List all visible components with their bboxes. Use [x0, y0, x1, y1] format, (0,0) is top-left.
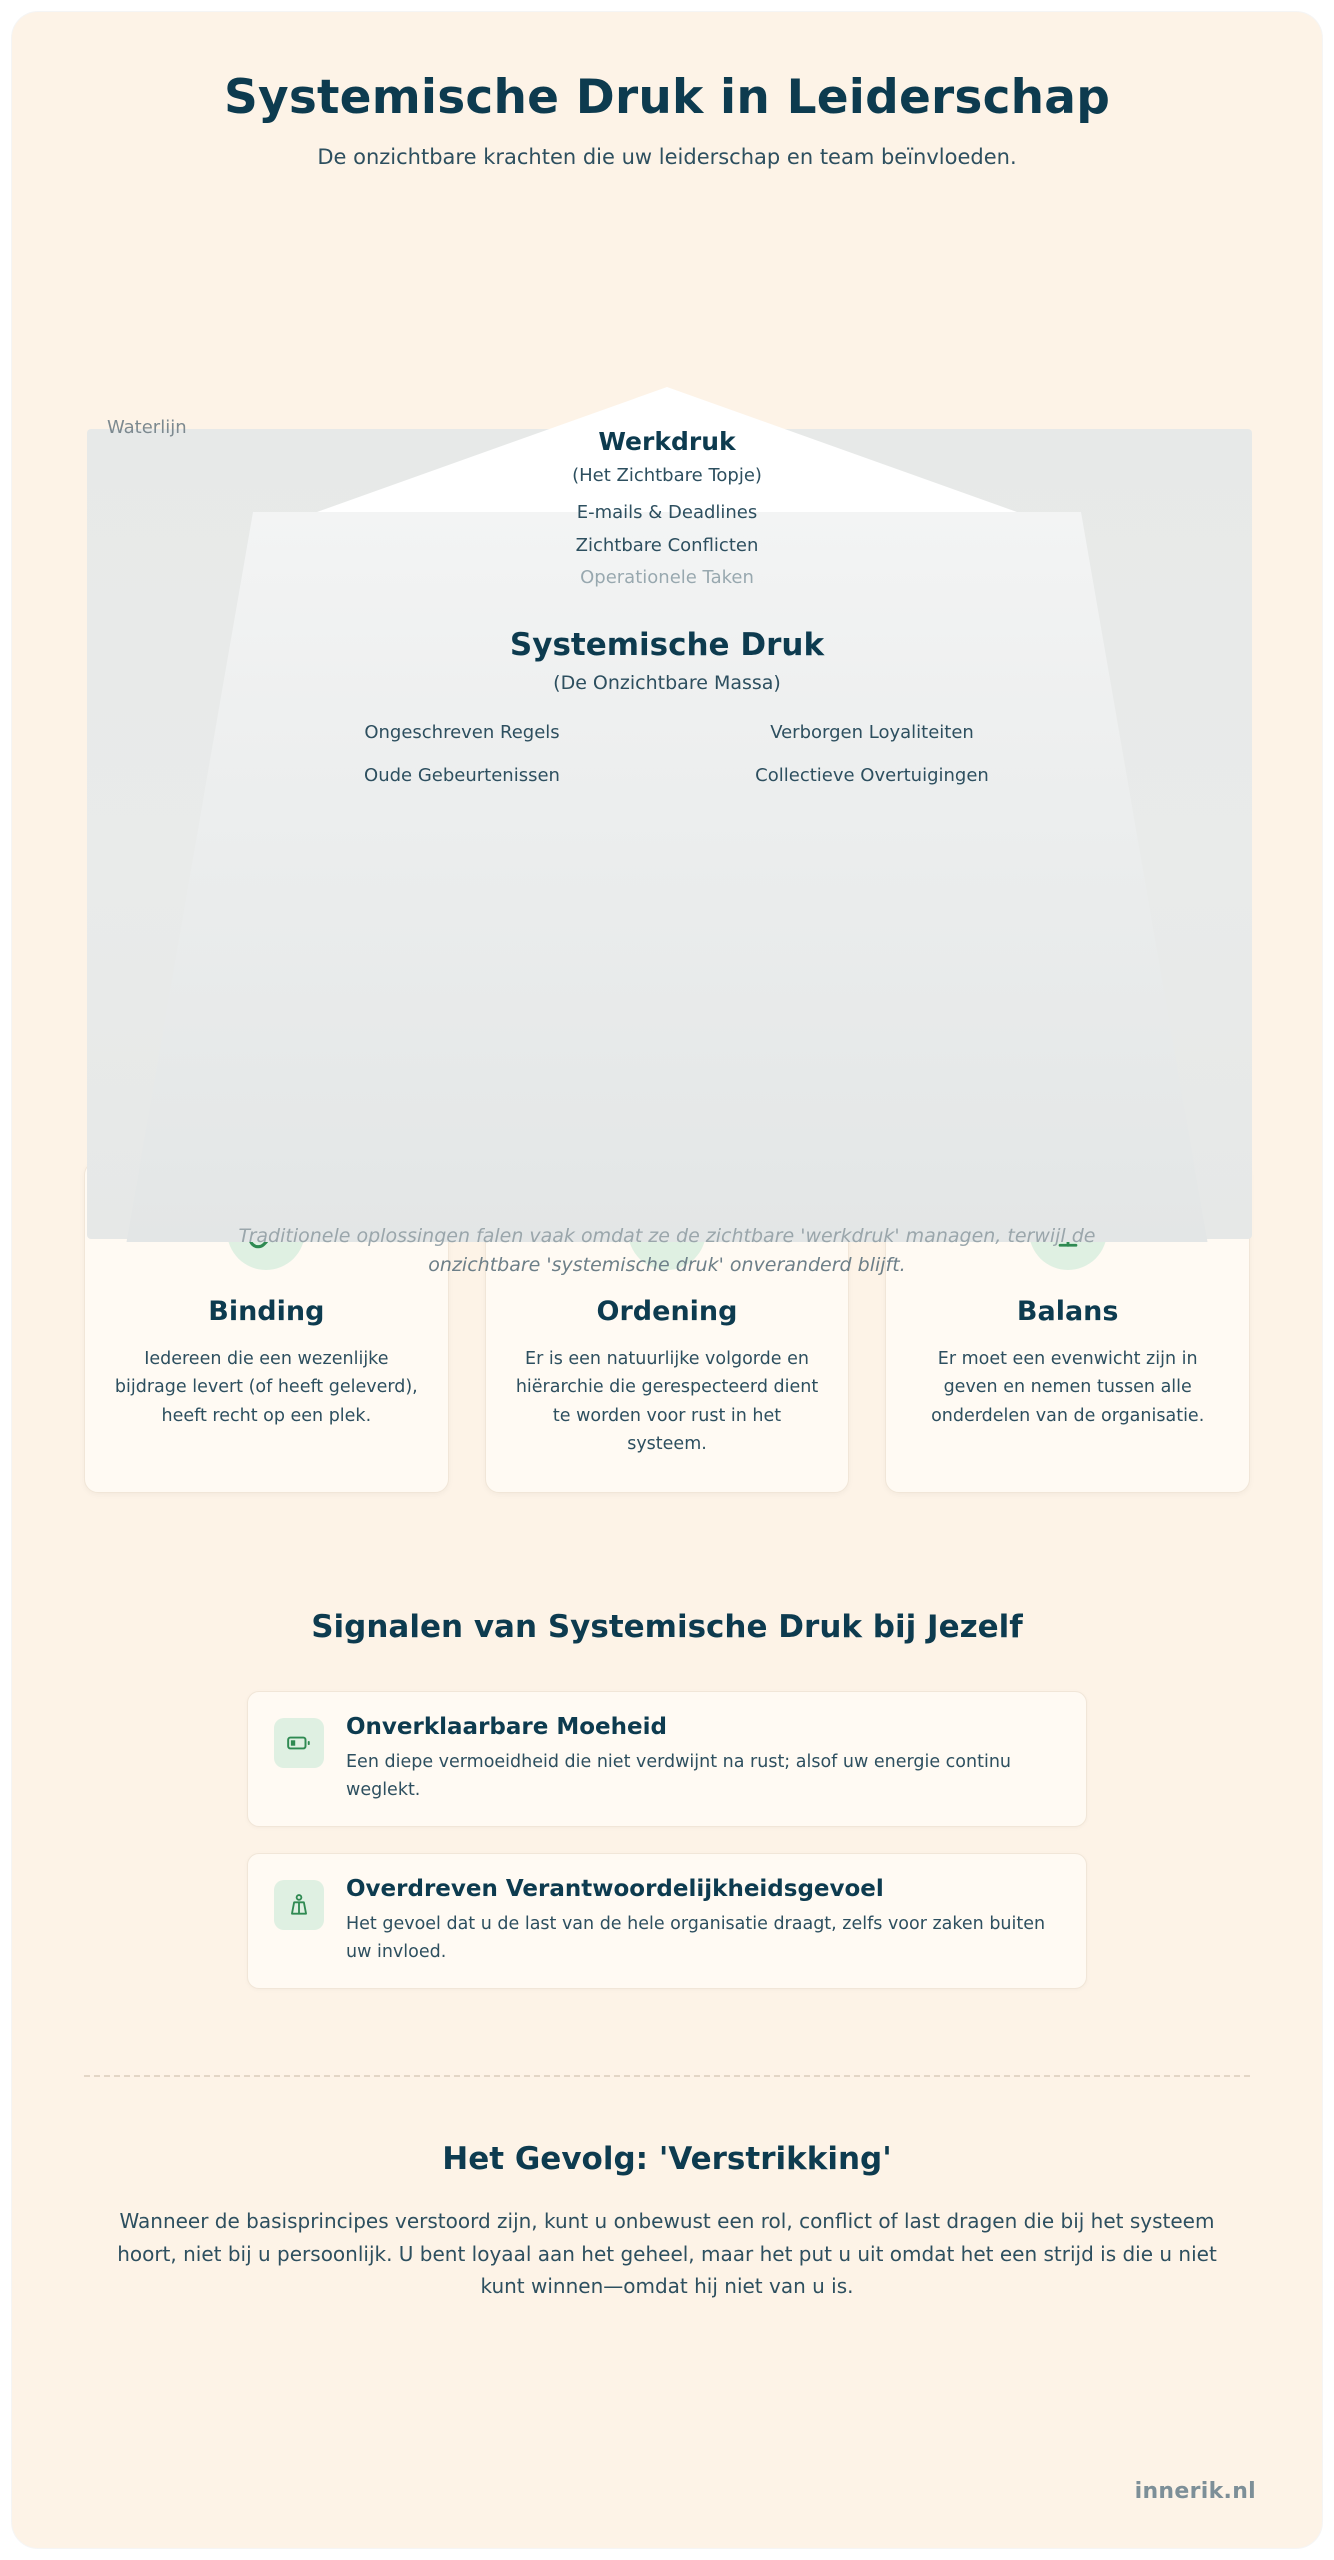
principle-name: Binding — [208, 1296, 325, 1327]
page-title: Systemische Druk in Leiderschap — [223, 70, 1111, 125]
iceberg-tip-subtitle: (Het Zichtbare Topje) — [572, 465, 762, 486]
iceberg-mass-title: Systemische Druk — [509, 627, 825, 663]
iceberg-mass-item: Ongeschreven Regels — [364, 722, 560, 743]
iceberg-mass-subtitle: (De Onzichtbare Massa) — [553, 672, 781, 694]
signals-section-title: Signalen van Systemische Druk bij Jezelf — [311, 1609, 1023, 1646]
header — [12, 12, 1322, 169]
principle-description: Er moet een evenwicht zijn in geven en nemen tussen alle onderdelen van de organisatie. — [931, 1349, 1205, 1426]
iceberg-tip-item: Zichtbare Conflicten — [575, 535, 759, 556]
iceberg-note — [217, 1222, 1117, 1281]
iceberg-diagram — [12, 267, 1322, 1277]
iceberg-mass-item: Verborgen Loyaliteiten — [770, 722, 974, 743]
iceberg-tip-item: E-mails & Deadlines — [576, 502, 758, 523]
signal-title: Onverklaarbare Moeheid — [346, 1714, 667, 1741]
signal-body — [346, 1714, 1060, 1804]
battery-low-icon — [274, 1718, 324, 1768]
signal-item — [247, 1691, 1087, 1827]
principle-name: Ordening — [596, 1296, 738, 1327]
signal-description: Een diepe vermoeidheid die niet verdwijnt na rust; alsof uw energie continu weglekt. — [346, 1752, 1011, 1801]
infographic-card — [12, 12, 1322, 2548]
brand-footer: innerik.nl — [1134, 2479, 1256, 2504]
iceberg-mass-item: Collectieve Overtuigingen — [755, 765, 989, 786]
iceberg-tip-item: Operationele Taken — [580, 567, 754, 588]
signal-body — [346, 1876, 1060, 1966]
signal-item — [247, 1853, 1087, 1989]
waterline-label: Waterlijn — [107, 417, 187, 438]
iceberg-mass-shape — [92, 512, 1242, 1242]
iceberg-note-line1: Traditionele oplossingen falen vaak omdat ze de zichtbare 'werkdruk' managen, terwijl de — [238, 1225, 1096, 1247]
weight-icon — [274, 1880, 324, 1930]
principle-description: Er is een natuurlijke volgorde en hiërarchie die gerespecteerd dient te worden voor rust in het systeem. — [515, 1349, 819, 1455]
principle-name: Balans — [1016, 1296, 1119, 1327]
page-subtitle: De onzichtbare krachten die uw leiderschap en team beïnvloeden. — [317, 145, 1017, 169]
signal-description: Het gevoel dat u de last van de hele organisatie draagt, zelfs voor zaken buiten uw invloed. — [346, 1914, 1046, 1963]
iceberg-tip-title: Werkdruk — [598, 427, 736, 456]
signals-list — [12, 1691, 1322, 1989]
iceberg-mass-items — [257, 722, 1077, 786]
section-divider — [84, 2075, 1250, 2077]
principle-description: Iedereen die een wezenlijke bijdrage levert (of heeft geleverd), heeft recht op een plek. — [114, 1349, 418, 1426]
conclusion-text: Wanneer de basisprincipes verstoord zijn, kunt u onbewust een rol, conflict of last dragen die bij het systeem hoort, niet bij u persoonlijk. U bent loyaal aan het geheel, maar het put u uit omdat het een strijd is die u niet kunt winnen—omdat hij niet van u is. — [117, 2209, 1217, 2299]
conclusion-section — [12, 2141, 1322, 2302]
conclusion-title: Het Gevolg: 'Verstrikking' — [442, 2141, 892, 2178]
signal-title: Overdreven Verantwoordelijkheidsgevoel — [346, 1876, 884, 1903]
iceberg-note-line2: onzichtbare 'systemische druk' onveranderd blijft. — [428, 1254, 906, 1277]
iceberg-mass-item: Oude Gebeurtenissen — [364, 765, 560, 786]
